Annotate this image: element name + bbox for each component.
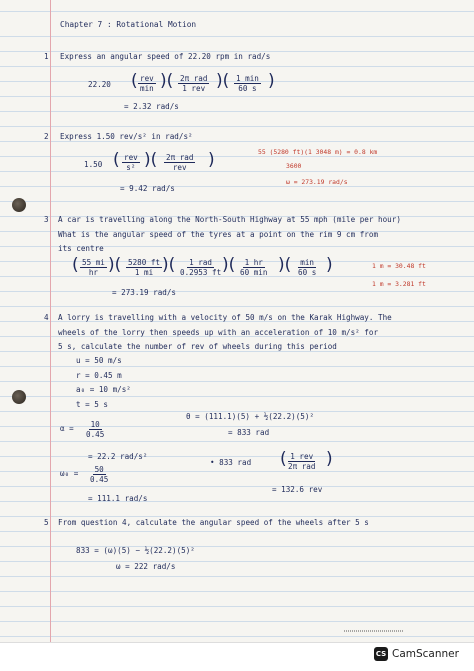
q4-rev-answer: = 132.6 rev bbox=[272, 485, 323, 494]
page-signature-mark bbox=[344, 627, 404, 637]
q1-fraction-2: 2π rad 1 rev bbox=[180, 74, 208, 93]
q1-text: Express an angular speed of 22.20 rpm in rad/s bbox=[60, 52, 271, 61]
q3-line-3: its centre bbox=[58, 244, 104, 253]
paren: )( bbox=[216, 71, 230, 91]
q3-fraction-3: 1 rad 0.2953 ft bbox=[180, 258, 222, 277]
q5-answer: ω = 222 rad/s bbox=[116, 562, 176, 571]
q5-number: 5 bbox=[44, 518, 49, 527]
q3-line-1: A car is travelling along the North-South Highway at 55 mph (mile per hour) bbox=[58, 215, 401, 224]
q3-fraction-1: $\frac{55 mi}{hr}$ bbox=[82, 258, 105, 277]
margin-line bbox=[50, 0, 51, 670]
q4-given-r: r = 0.45 m bbox=[76, 371, 122, 380]
paren: )( bbox=[144, 150, 158, 170]
signature-scribble bbox=[344, 627, 404, 635]
binder-hole bbox=[12, 390, 26, 404]
camscanner-label: CamScanner bbox=[392, 648, 459, 660]
camscanner-logo: CS bbox=[374, 647, 388, 661]
q4-alpha-answer: = 22.2 rad/s² bbox=[88, 452, 148, 461]
q4-line-3: 5 s, calculate the number of rev of wheels during this period bbox=[58, 342, 337, 351]
red-note-3: ω = 273.19 rad/s bbox=[286, 178, 348, 186]
q4-given-t: t = 5 s bbox=[76, 400, 109, 409]
q4-given-a: a₀ = 10 m/s² bbox=[76, 385, 131, 394]
paren: ( bbox=[72, 255, 79, 275]
paren: ( bbox=[280, 449, 287, 469]
paren: )( bbox=[162, 255, 176, 275]
q1-answer: = 2.32 rad/s bbox=[124, 102, 179, 111]
paren: ) bbox=[326, 255, 333, 275]
q2-fraction-1: rev s² bbox=[124, 153, 138, 172]
paren: ( bbox=[131, 71, 138, 91]
q4-rev-lead: • 833 rad bbox=[210, 458, 252, 467]
q3-number: 3 bbox=[44, 215, 49, 224]
q3-line-2: What is the angular speed of the tyres at a point on the rim 9 cm from bbox=[58, 230, 379, 239]
red-note-2: 3600 bbox=[286, 162, 302, 170]
paren: ) bbox=[268, 71, 275, 91]
q5-equation: 833 = (ω)(5) − ½(22.2)(5)² bbox=[76, 546, 195, 555]
q4-rev-fraction: 1 rev 2π rad bbox=[288, 452, 316, 471]
q2-answer: = 9.42 rad/s bbox=[120, 184, 175, 193]
q1-number: 1 bbox=[44, 52, 49, 61]
paren: ) bbox=[208, 150, 215, 170]
paren: ) bbox=[326, 449, 333, 469]
paren: )( bbox=[108, 255, 122, 275]
q3-fraction-5: min 60 s bbox=[298, 258, 317, 277]
q4-alpha-lhs: α = bbox=[60, 424, 74, 433]
q1-lead: 22.20 bbox=[88, 80, 111, 89]
q3-fraction-4: 1 hr 60 min bbox=[240, 258, 268, 277]
paren: )( bbox=[278, 255, 292, 275]
q4-theta-answer: = 833 rad bbox=[228, 428, 270, 437]
paren: ( bbox=[113, 150, 120, 170]
q4-given-u: u = 50 m/s bbox=[76, 356, 122, 365]
q3-side-note-2: 1 m = 3.281 ft bbox=[372, 280, 426, 288]
paren: )( bbox=[160, 71, 174, 91]
q3-answer: = 273.19 rad/s bbox=[112, 288, 177, 297]
q3-side-note-1: 1 m = 30.48 ft bbox=[372, 262, 426, 270]
q2-text: Express 1.50 rev/s² in rad/s² bbox=[60, 132, 193, 141]
q4-alpha-fraction: $\frac{10}{0.45}$ bbox=[86, 420, 105, 439]
q4-omega0-lhs: ω₀ = bbox=[60, 469, 79, 478]
q4-omega0-fraction: $\frac{50}{0.45}$ bbox=[90, 465, 109, 484]
q1-fraction-1: rev min bbox=[140, 74, 154, 93]
q3-fraction-2: $\frac{5280 ft}{1 mi}$ bbox=[128, 258, 161, 277]
q1-fraction-3: 1 min 60 s bbox=[236, 74, 259, 93]
q4-theta-equation: θ = (111.1)(5) + ½(22.2)(5)² bbox=[186, 412, 315, 421]
q4-number: 4 bbox=[44, 313, 49, 322]
q4-line-2: wheels of the lorry then speeds up with an acceleration of 10 m/s² for bbox=[58, 328, 379, 337]
q2-fraction-2: 2π rad rev bbox=[166, 153, 194, 172]
chapter-title: Chapter 7 : Rotational Motion bbox=[60, 20, 197, 29]
q5-text: From question 4, calculate the angular speed of the wheels after 5 s bbox=[58, 518, 369, 527]
red-note-1: 55 (5280 ft)(1 3048 m) = 0.8 km bbox=[258, 148, 378, 156]
binder-hole bbox=[12, 198, 26, 212]
q4-line-1: A lorry is travelling with a velocity of 50 m/s on the Karak Highway. The bbox=[58, 313, 392, 322]
paren: )( bbox=[222, 255, 236, 275]
q2-number: 2 bbox=[44, 132, 49, 141]
q2-lead: 1.50 bbox=[84, 160, 103, 169]
q4-omega0-answer: = 111.1 rad/s bbox=[88, 494, 148, 503]
